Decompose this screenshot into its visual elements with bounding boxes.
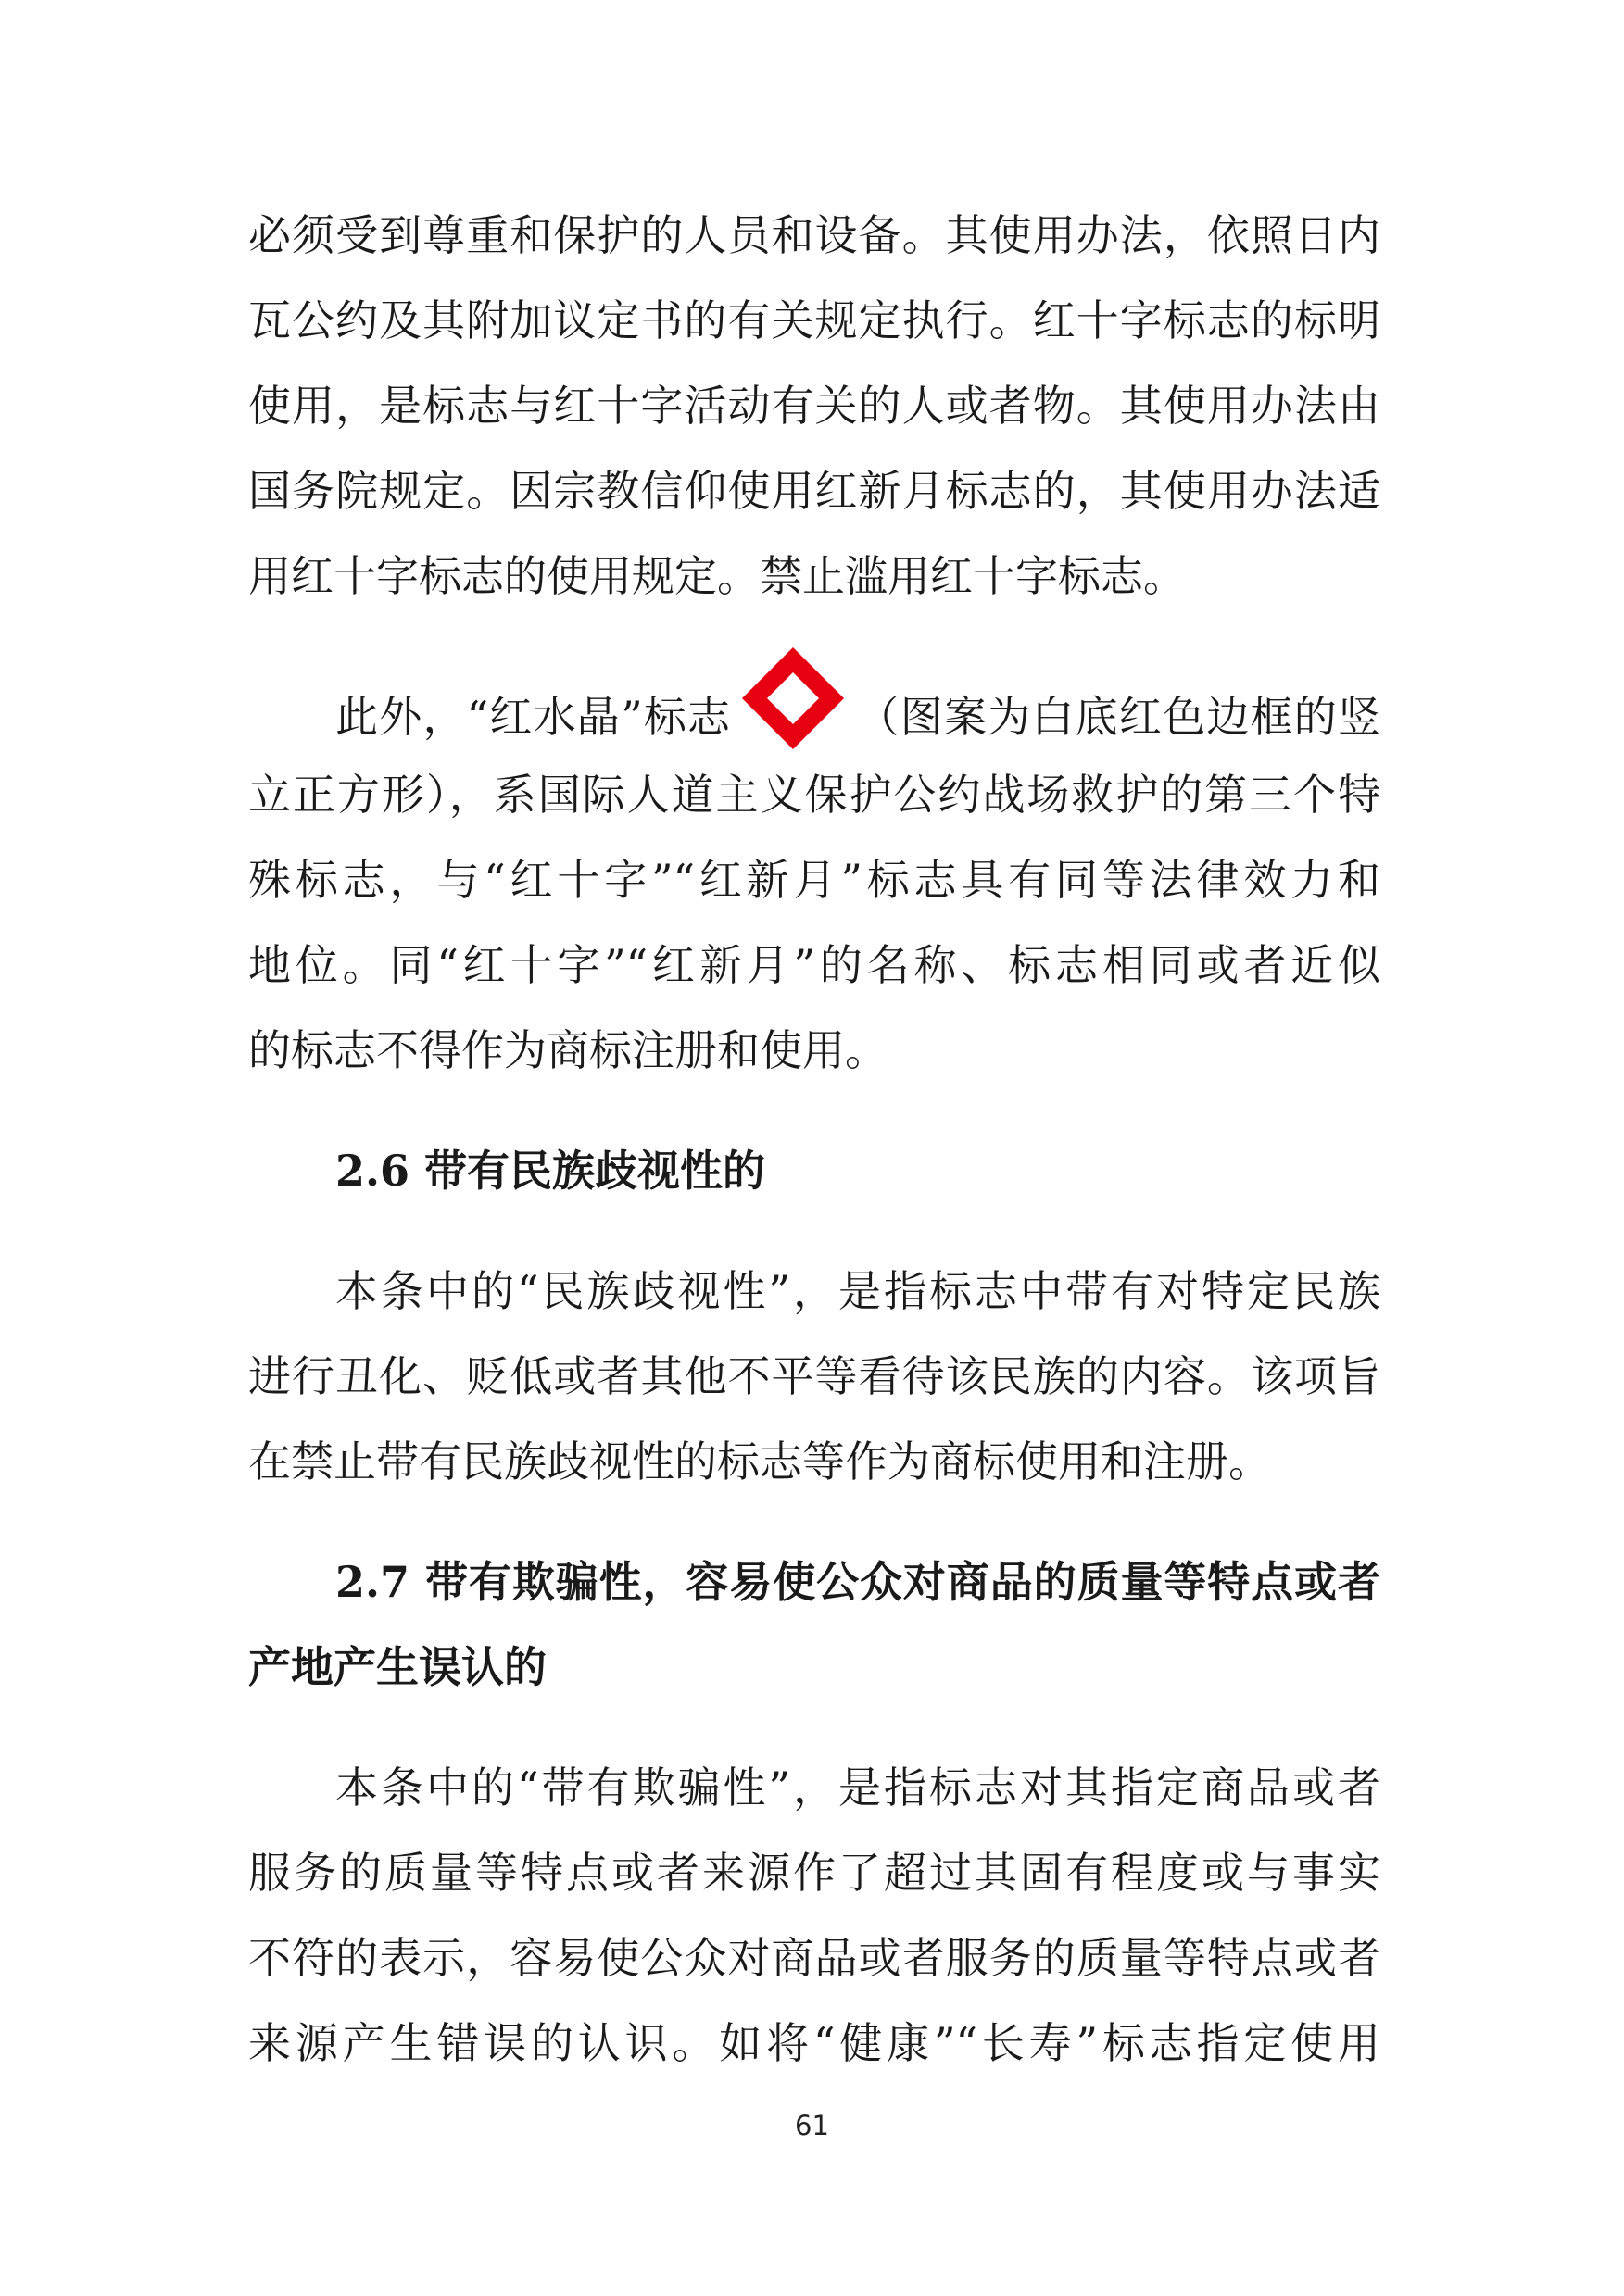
paragraph-line: 不符的表示，容易使公众对商品或者服务的质量等特点或者 (248, 1933, 1380, 1983)
paragraph-line: 国务院规定。因宗教信仰使用红新月标志的，其使用办法适 (248, 466, 1380, 516)
paragraph-line: 本条中的“带有欺骗性”，是指标志对其指定商品或者 (335, 1763, 1380, 1813)
paragraph-line: 瓦公约及其附加议定书的有关规定执行。红十字标志的标明 (248, 295, 1380, 345)
paragraph-text: （图案为白底红色边框的竖 (855, 692, 1380, 742)
paragraph-line: 本条中的“民族歧视性”，是指标志中带有对特定民族 (335, 1266, 1380, 1316)
section-heading: 2.6 带有民族歧视性的 (335, 1146, 766, 1196)
paragraph-text: 此外，“红水晶”标志 (335, 692, 732, 742)
paragraph-line: 使用，是标志与红十字活动有关的人或者物。其使用办法由 (248, 381, 1380, 431)
paragraph-line: 必须受到尊重和保护的人员和设备。其使用办法，依照日内 (248, 210, 1380, 260)
paragraph-line: 殊标志，与“红十字”“红新月”标志具有同等法律效力和 (248, 855, 1380, 905)
paragraph-line: 用红十字标志的使用规定。禁止滥用红十字标志。 (248, 551, 1186, 601)
red-crystal-emblem-icon (738, 644, 848, 753)
section-heading: 产地产生误认的 (248, 1642, 547, 1692)
paragraph-line: 进行丑化、贬低或者其他不平等看待该民族的内容。该项旨 (248, 1351, 1380, 1401)
paragraph-line: 立正方形），系国际人道主义保护公约战场救护的第三个特 (248, 770, 1380, 820)
section-heading: 2.7 带有欺骗性，容易使公众对商品的质量等特点或者 (335, 1557, 1380, 1607)
page-number: 61 (795, 2110, 829, 2141)
paragraph-line: 的标志不得作为商标注册和使用。 (248, 1025, 888, 1075)
paragraph-line: 在禁止带有民族歧视性的标志等作为商标使用和注册。 (248, 1437, 1271, 1487)
paragraph-line: 地位。同“红十字”“红新月”的名称、标志相同或者近似 (248, 940, 1380, 990)
paragraph-line: 服务的质量等特点或者来源作了超过其固有程度或与事实 (248, 1848, 1380, 1898)
paragraph-line: 来源产生错误的认识。如将“健康”“长寿”标志指定使用 (248, 2018, 1380, 2068)
paragraph-line-with-emblem (335, 674, 1380, 759)
